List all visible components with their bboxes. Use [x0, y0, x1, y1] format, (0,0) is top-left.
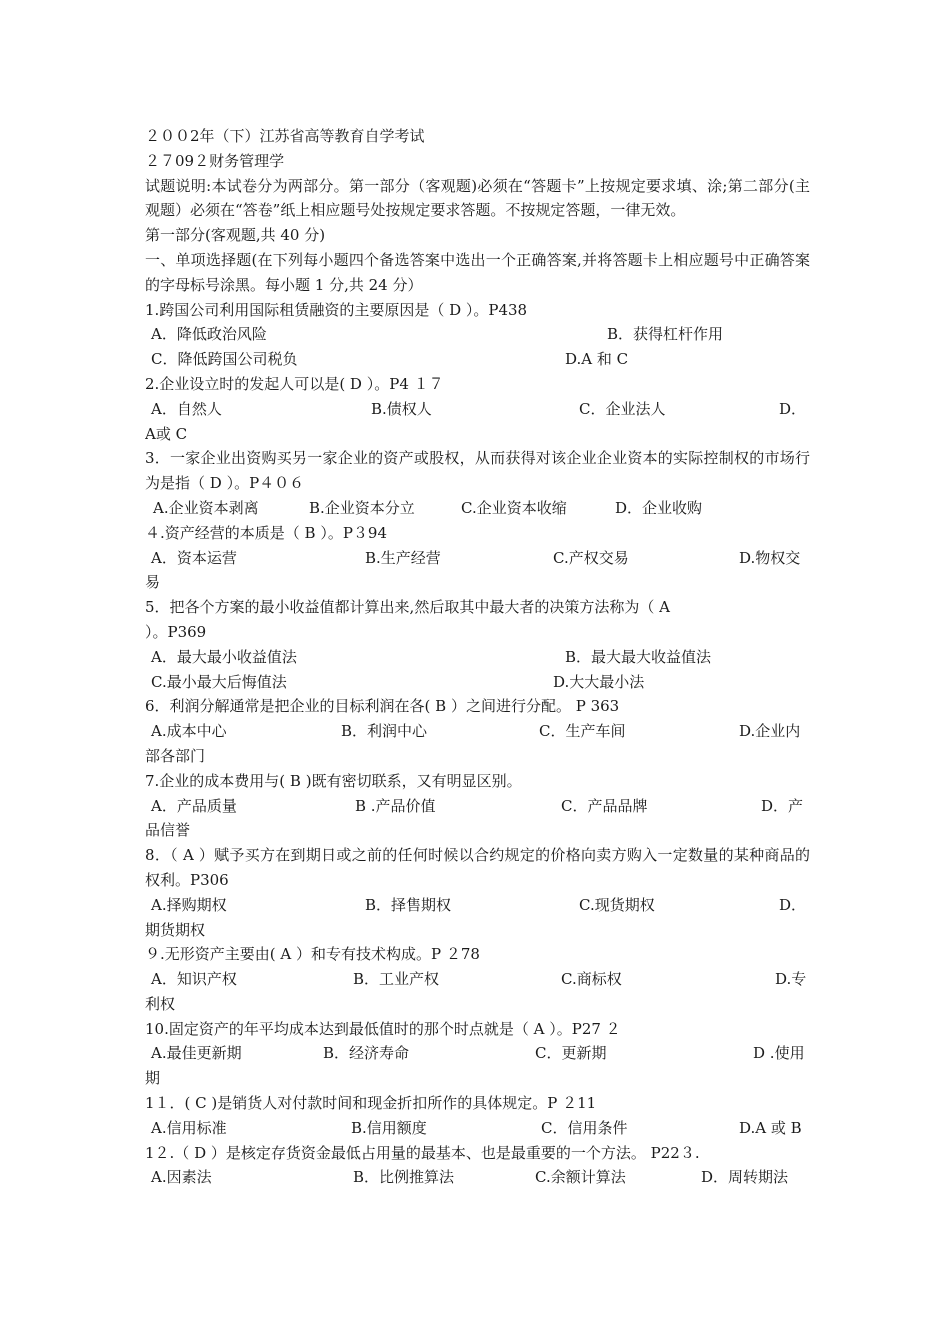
instructions: 试题说明:本试卷分为两部分。第一部分（客观题)必须在“答题卡”上按规定要求填、涂;第二部分(主观题）必须在“答卷”纸上相应题号处按规定要求答题。不按规定答题，一律无效。 — [145, 176, 810, 220]
option-d: D.A 或 B — [739, 1118, 802, 1137]
question-7: 7.企业的成本费用与( B )既有密切联系，又有明显区别。 — [145, 771, 522, 790]
option-b: B．择售期权 — [365, 895, 452, 914]
option-a: A．资本运营 — [151, 548, 237, 567]
option-b: B.债权人 — [371, 399, 432, 418]
question-6: 6．利润分解通常是把企业的目标利润在各( B ）之间进行分配。 P 363 — [145, 697, 620, 716]
question-5-continuation: ）。P369 — [145, 622, 207, 641]
option-d: D． — [779, 895, 807, 914]
option-a: A.择购期权 — [151, 895, 227, 914]
option-d: D.大大最小法 — [553, 672, 645, 691]
option-continuation: 利权 — [145, 994, 176, 1013]
option-d: D.专 — [775, 970, 807, 989]
question-2: 2.企业设立时的发起人可以是( D ）。P4 １７ — [145, 374, 444, 393]
option-c: C．产品品牌 — [561, 796, 648, 815]
options-row — [145, 1041, 810, 1066]
option-c: C.现货期权 — [579, 895, 655, 914]
option-b: B．利润中心 — [341, 722, 428, 741]
option-c: C.最小最大后悔值法 — [151, 672, 287, 691]
option-a: A.成本中心 — [151, 722, 227, 741]
option-continuation: 部各部门 — [145, 746, 206, 765]
options-row — [145, 1165, 810, 1190]
option-b: B .产品价值 — [355, 796, 436, 815]
option-c: C．生产车间 — [539, 722, 626, 741]
option-c: C.余额计算法 — [535, 1168, 626, 1187]
question-11: 1１．( C )是销货人对付款时间和现金折扣所作的具体规定。P ２11 — [145, 1094, 597, 1113]
options-row — [145, 496, 810, 521]
option-continuation: 品信誉 — [145, 821, 191, 840]
option-a: A.企业资本剥离 — [153, 498, 259, 517]
part-one-heading: 第一部分(客观题,共 40 分) — [145, 226, 326, 245]
course-title: ２７09２财务管理学 — [145, 151, 285, 170]
option-b: B．经济寿命 — [323, 1044, 410, 1063]
exam-title: ２００2年（下）江苏省高等教育自学考试 — [145, 127, 425, 145]
option-continuation: A或 C — [145, 424, 188, 443]
option-a: A．自然人 — [151, 399, 222, 418]
option-b: B．最大最大收益值法 — [565, 647, 712, 666]
option-d: D．企业收购 — [615, 498, 703, 517]
question-3: 3．一家企业出资购买另一家企业的资产或股权，从而获得对该企业企业资本的实际控制权的市场行为是指（ D ）。P４０６ — [145, 449, 810, 493]
option-continuation: 易 — [145, 573, 161, 592]
question-10: 10.固定资产的年平均成本达到最低值时的那个时点就是（ A ）。P27 ２ — [145, 1019, 621, 1038]
option-a: A．降低政治风险 — [151, 325, 267, 344]
option-c: C．企业法人 — [579, 399, 666, 418]
option-c: C．降低跨国公司税负 — [151, 350, 298, 369]
option-d: D .使用 — [753, 1044, 805, 1063]
option-c: C．信用条件 — [541, 1118, 628, 1137]
option-continuation: 期 — [145, 1069, 161, 1088]
options-row — [145, 397, 810, 422]
option-d: D.企业内 — [739, 722, 801, 741]
options-row — [145, 347, 810, 372]
option-d: D．产 — [761, 796, 804, 815]
option-a: A．知识产权 — [151, 970, 237, 989]
option-c: C.企业资本收缩 — [461, 498, 567, 517]
option-c: C．更新期 — [535, 1044, 607, 1063]
option-b: B.信用额度 — [351, 1118, 427, 1137]
option-b: B.生产经营 — [365, 548, 441, 567]
question-9: ９.无形资产主要由( A ）和专有技术构成。P ２78 — [145, 945, 480, 964]
options-row — [145, 1116, 810, 1141]
option-b: B．比例推算法 — [353, 1168, 455, 1187]
option-a: A.信用标准 — [151, 1118, 227, 1137]
question-1: 1.跨国公司利用国际租赁融资的主要原因是（ D ）。P438 — [145, 300, 528, 319]
option-b: B．工业产权 — [353, 970, 440, 989]
option-a: A．产品质量 — [151, 796, 237, 815]
question-12: 1２.（ D ）是核定存货资金最低占用量的最基本、也是最重要的一个方法。 P22３. — [145, 1143, 700, 1162]
option-d: D． — [779, 399, 807, 418]
section-one-heading: 一、单项选择题(在下列每小题四个备选答案中选出一个正确答案,并将答题卡上相应题号中正确答案的字母标号涂黑。每小题 1 分,共 24 分） — [145, 250, 810, 294]
options-row — [145, 719, 810, 744]
option-a: A.因素法 — [151, 1168, 212, 1187]
options-row — [145, 645, 810, 670]
question-5: 5．把各个方案的最小收益值都计算出来,然后取其中最大者的决策方法称为（ A — [145, 598, 670, 617]
option-c: C.商标权 — [561, 970, 622, 989]
options-row — [145, 546, 810, 571]
option-a: A.最佳更新期 — [151, 1044, 242, 1063]
options-row — [145, 322, 810, 347]
options-row — [145, 967, 810, 992]
option-a: A．最大最小收益值法 — [151, 647, 297, 666]
question-8: 8．（ A ）赋予买方在到期日或之前的任何时候以合约规定的价格向卖方购入一定数量的某种商品的权利。P306 — [145, 846, 810, 889]
option-c: C.产权交易 — [553, 548, 629, 567]
exam-document — [145, 124, 810, 1190]
option-b: B．获得杠杆作用 — [607, 325, 724, 344]
options-row — [145, 893, 810, 918]
option-b: B.企业资本分立 — [309, 498, 415, 517]
options-row — [145, 794, 810, 819]
question-4: ４.资产经营的本质是（ B ）。P３94 — [145, 523, 388, 542]
option-d: D．周转期法 — [701, 1168, 789, 1187]
option-continuation: 期货期权 — [145, 920, 206, 939]
options-row — [145, 670, 810, 695]
option-d: D.物权交 — [739, 548, 801, 567]
option-d: D.A 和 C — [565, 350, 629, 369]
